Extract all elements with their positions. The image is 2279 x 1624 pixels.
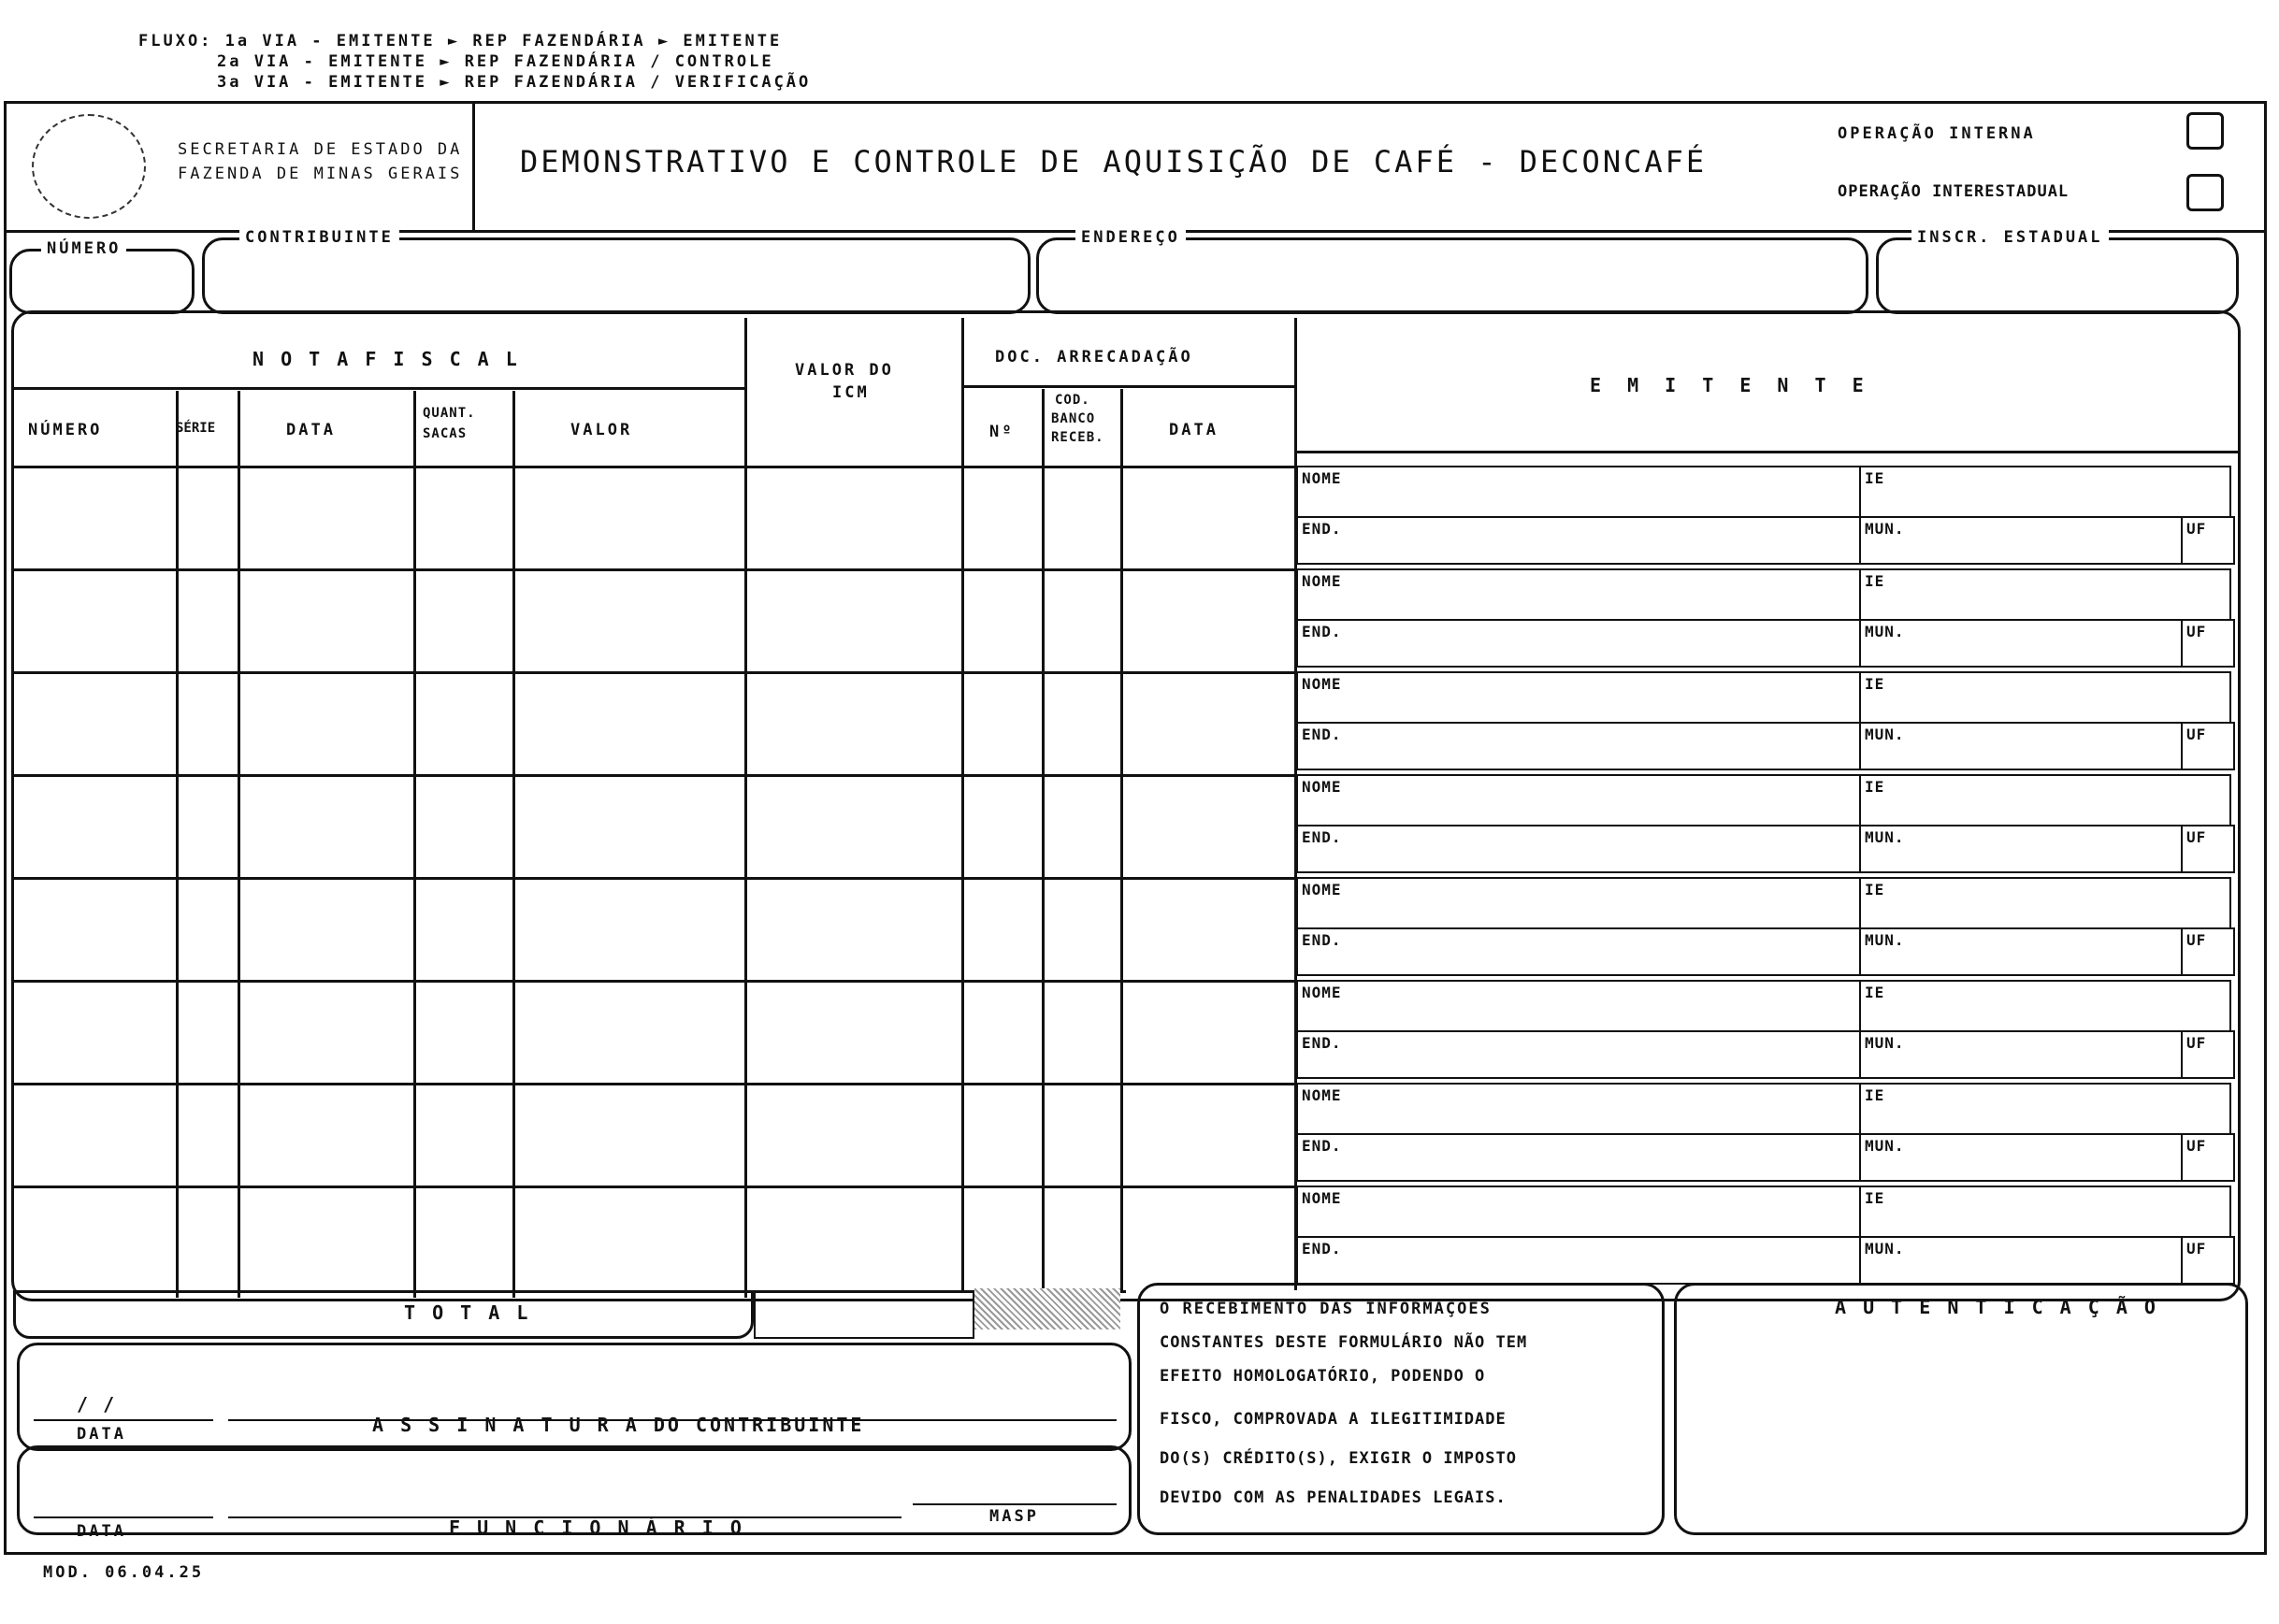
signature-label: A S S I N A T U R A DO CONTRIBUINTE xyxy=(372,1414,865,1436)
masp-label: MASP xyxy=(989,1507,1039,1526)
emitente-ie-label: IE xyxy=(1865,469,1885,487)
routing-line-2: 2a VIA - EMITENTE ► REP FAZENDÁRIA / CONTROLE xyxy=(217,52,774,71)
emitente-ie-field[interactable] xyxy=(1859,1083,2231,1135)
inscricao-field[interactable] xyxy=(1876,237,2239,314)
table-row[interactable] xyxy=(15,570,1292,669)
table-row[interactable] xyxy=(15,776,1292,875)
emitente-nome-label: NOME xyxy=(1302,984,1342,1001)
emitente-ie-label: IE xyxy=(1865,984,1885,1001)
contribuinte-field[interactable] xyxy=(202,237,1031,314)
operation-interstate-label: OPERAÇÃO INTERESTADUAL xyxy=(1838,182,2070,201)
doc-data-header: DATA xyxy=(1169,421,1219,439)
emitente-ie-field[interactable] xyxy=(1859,568,2231,621)
emitente-nome-label: NOME xyxy=(1302,1086,1342,1104)
table-row[interactable] xyxy=(15,467,1292,567)
quant-column-header-1: QUANT. xyxy=(423,406,476,421)
emitente-mun-field[interactable] xyxy=(1859,825,2183,873)
emitente-ie-field[interactable] xyxy=(1859,466,2231,518)
emitente-nome-label: NOME xyxy=(1302,778,1342,796)
emitente-ie-label: IE xyxy=(1865,778,1885,796)
emitente-mun-label: MUN. xyxy=(1865,1137,1905,1155)
emitente-end-field[interactable] xyxy=(1296,516,1861,565)
emitente-header: E M I T E N T E xyxy=(1590,374,1871,396)
emitente-nome-label: NOME xyxy=(1302,469,1342,487)
table-row[interactable] xyxy=(15,673,1292,772)
emitente-end-label: END. xyxy=(1302,1034,1342,1052)
notice-line-4: FISCO, COMPROVADA A ILEGITIMIDADE xyxy=(1160,1410,1507,1429)
emitente-ie-field[interactable] xyxy=(1859,877,2231,929)
emitente-ie-field[interactable] xyxy=(1859,774,2231,826)
notice-line-2: CONSTANTES DESTE FORMULÁRIO NÃO TEM xyxy=(1160,1333,1528,1352)
routing-line-3: 3a VIA - EMITENTE ► REP FAZENDÁRIA / VERIFICAÇÃO xyxy=(217,73,812,92)
form-title: DEMONSTRATIVO E CONTROLE DE AQUISIÇÃO DE CAFÉ - DECONCAFÉ xyxy=(520,144,1708,180)
total-label: T O T A L xyxy=(404,1301,531,1324)
valor-icm-header-1: VALOR DO xyxy=(795,361,894,380)
header-divider-left xyxy=(472,101,475,230)
valor-icm-header-2: ICM xyxy=(832,383,870,402)
numero-field[interactable] xyxy=(9,249,195,314)
doc-no-header: Nº xyxy=(989,423,1015,441)
table-row[interactable] xyxy=(15,1085,1292,1184)
total-icm-field[interactable] xyxy=(754,1290,974,1339)
emitente-nome-field[interactable] xyxy=(1296,774,1861,826)
data-column-header: DATA xyxy=(286,421,336,439)
emitente-mun-label: MUN. xyxy=(1865,623,1905,640)
emitente-mun-field[interactable] xyxy=(1859,1030,2183,1079)
autenticacao-box[interactable] xyxy=(1674,1283,2248,1535)
masp-line xyxy=(913,1503,1117,1505)
emitente-end-label: END. xyxy=(1302,520,1342,538)
valor-column-header: VALOR xyxy=(570,421,633,439)
emitente-end-field[interactable] xyxy=(1296,1030,1861,1079)
funcionario-label: F U N C I O N Á R I O xyxy=(449,1516,744,1539)
endereco-label: ENDEREÇO xyxy=(1075,228,1186,247)
emitente-mun-label: MUN. xyxy=(1865,1034,1905,1052)
emitente-nome-field[interactable] xyxy=(1296,1186,1861,1238)
emitente-mun-field[interactable] xyxy=(1859,722,2183,770)
emitente-ie-field[interactable] xyxy=(1859,1186,2231,1238)
notice-line-1: O RECEBIMENTO DAS INFORMAÇÕES xyxy=(1160,1300,1492,1318)
emitente-ie-label: IE xyxy=(1865,1086,1885,1104)
emitente-end-label: END. xyxy=(1302,931,1342,949)
emitente-ie-label: IE xyxy=(1865,572,1885,590)
endereco-field[interactable] xyxy=(1036,237,1868,314)
emitente-end-label: END. xyxy=(1302,1137,1342,1155)
emitente-ie-field[interactable] xyxy=(1859,980,2231,1032)
emitente-mun-label: MUN. xyxy=(1865,520,1905,538)
emitente-end-field[interactable] xyxy=(1296,825,1861,873)
emitente-uf-label: UF xyxy=(2186,520,2207,538)
emitente-nome-field[interactable] xyxy=(1296,1083,1861,1135)
quant-column-header-2: SACAS xyxy=(423,426,468,441)
emitente-uf-label: UF xyxy=(2186,726,2207,743)
emitente-ie-label: IE xyxy=(1865,1189,1885,1207)
emitente-nome-field[interactable] xyxy=(1296,671,1861,724)
emitente-nome-label: NOME xyxy=(1302,675,1342,693)
doc-arrecadacao-header: DOC. ARRECADAÇÃO xyxy=(995,348,1193,366)
emitente-mun-field[interactable] xyxy=(1859,927,2183,976)
inscricao-label: INSCR. ESTADUAL xyxy=(1911,228,2109,247)
emitente-ie-label: IE xyxy=(1865,675,1885,693)
total-shaded-cell xyxy=(974,1288,1120,1329)
emitente-nome-field[interactable] xyxy=(1296,568,1861,621)
emitente-mun-field[interactable] xyxy=(1859,516,2183,565)
total-row xyxy=(13,1290,754,1339)
emitente-mun-field[interactable] xyxy=(1859,1133,2183,1182)
table-row[interactable] xyxy=(15,982,1292,1081)
emitente-mun-label: MUN. xyxy=(1865,726,1905,743)
emitente-nome-field[interactable] xyxy=(1296,877,1861,929)
emitente-uf-label: UF xyxy=(2186,828,2207,846)
operation-interstate-checkbox[interactable] xyxy=(2186,174,2224,211)
emitente-end-label: END. xyxy=(1302,828,1342,846)
funcionario-date-line xyxy=(34,1516,213,1518)
emitente-end-field[interactable] xyxy=(1296,722,1861,770)
emitente-header-rule xyxy=(1294,451,2241,453)
table-row[interactable] xyxy=(15,1187,1292,1286)
signature-date-line xyxy=(34,1419,213,1421)
autenticacao-label: A U T E N T I C A Ç Ã O xyxy=(1835,1296,2158,1318)
operation-internal-checkbox[interactable] xyxy=(2186,112,2224,150)
emitente-nome-field[interactable] xyxy=(1296,980,1861,1032)
cod-banco-header-2: BANCO xyxy=(1051,411,1096,426)
emitente-uf-label: UF xyxy=(2186,1034,2207,1052)
emitente-mun-field[interactable] xyxy=(1859,619,2183,668)
emitente-nome-label: NOME xyxy=(1302,1189,1342,1207)
contribuinte-label: CONTRIBUINTE xyxy=(239,228,399,247)
serie-column-header: SÉRIE xyxy=(176,421,216,436)
numero-column-header: NÚMERO xyxy=(28,421,103,439)
cod-banco-header-1: COD. xyxy=(1055,393,1090,408)
emitente-nome-field[interactable] xyxy=(1296,466,1861,518)
emitente-mun-field[interactable] xyxy=(1859,1236,2183,1285)
emitente-mun-label: MUN. xyxy=(1865,1240,1905,1258)
notice-line-3: EFEITO HOMOLOGATÓRIO, PODENDO O xyxy=(1160,1367,1486,1386)
operation-internal-label: OPERAÇÃO INTERNA xyxy=(1838,124,2036,143)
table-row[interactable] xyxy=(15,879,1292,978)
emitente-ie-field[interactable] xyxy=(1859,671,2231,724)
emitente-uf-label: UF xyxy=(2186,1240,2207,1258)
emitente-end-field[interactable] xyxy=(1296,619,1861,668)
emitente-end-field[interactable] xyxy=(1296,1133,1861,1182)
nota-fiscal-rule xyxy=(13,387,744,390)
emitente-uf-label: UF xyxy=(2186,931,2207,949)
emitente-mun-label: MUN. xyxy=(1865,931,1905,949)
emitente-uf-label: UF xyxy=(2186,623,2207,640)
funcionario-date-label: DATA xyxy=(77,1522,126,1541)
emitente-end-label: END. xyxy=(1302,726,1342,743)
state-seal-logo xyxy=(32,114,146,219)
emitente-mun-label: MUN. xyxy=(1865,828,1905,846)
emitente-end-label: END. xyxy=(1302,1240,1342,1258)
signature-date-marks: / / xyxy=(77,1393,117,1416)
nota-fiscal-header: N O T A F I S C A L xyxy=(252,348,520,370)
form-model-code: MOD. 06.04.25 xyxy=(43,1563,205,1582)
signature-date-label: DATA xyxy=(77,1425,126,1444)
emitente-end-label: END. xyxy=(1302,623,1342,640)
emitente-nome-label: NOME xyxy=(1302,881,1342,898)
emitente-uf-label: UF xyxy=(2186,1137,2207,1155)
agency-line-1: SECRETARIA DE ESTADO DA xyxy=(178,140,463,159)
agency-line-2: FAZENDA DE MINAS GERAIS xyxy=(178,165,463,183)
emitente-ie-label: IE xyxy=(1865,881,1885,898)
emitente-nome-label: NOME xyxy=(1302,572,1342,590)
notice-line-5: DO(S) CRÉDITO(S), EXIGIR O IMPOSTO xyxy=(1160,1449,1517,1468)
numero-label: NÚMERO xyxy=(41,239,126,258)
routing-line-1: FLUXO: 1a VIA - EMITENTE ► REP FAZENDÁRIA ► EMITENTE xyxy=(138,32,783,50)
notice-line-6: DEVIDO COM AS PENALIDADES LEGAIS. xyxy=(1160,1488,1507,1507)
cod-banco-header-3: RECEB. xyxy=(1051,430,1104,445)
emitente-end-field[interactable] xyxy=(1296,1236,1861,1285)
doc-arrecadacao-rule xyxy=(961,385,1294,388)
emitente-end-field[interactable] xyxy=(1296,927,1861,976)
